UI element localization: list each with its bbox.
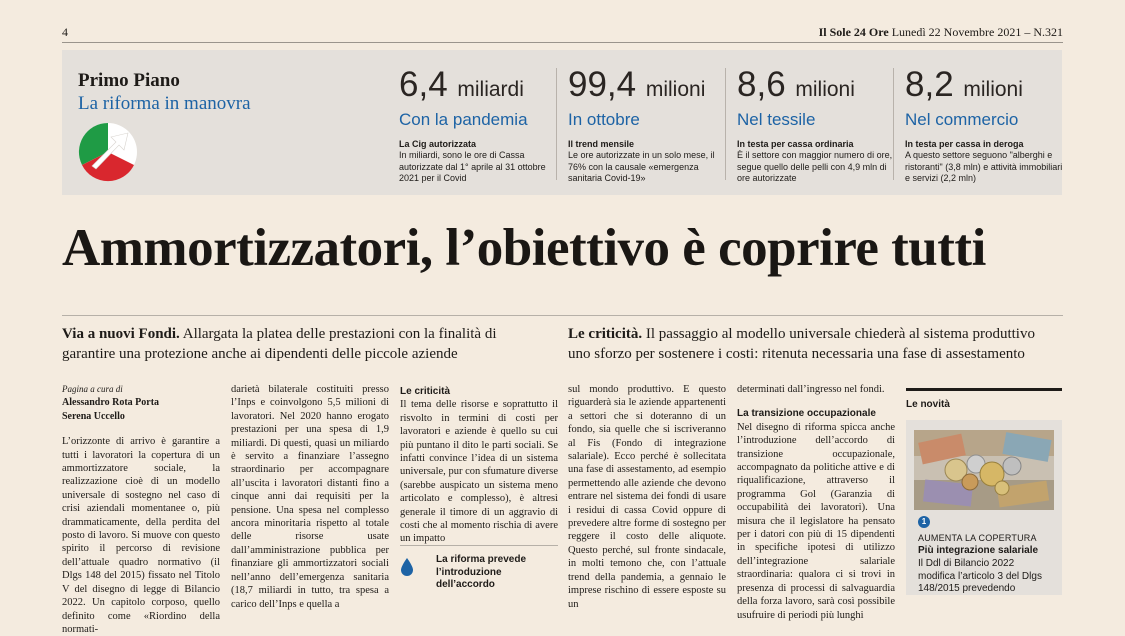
column-text: sul mondo produttivo. E questo riguarderà sia le aziende appartenenti a settori che si doteranno di un fondo, sia quelle che si iscriveranno al Fis (Fondo di integrazione salariale). Ecco perché è sollecitata una fase di assestamento, ad esempio permettendo alle aziende che devono entrare nel sistema dei fondi di usare i residui di cassa Covid oppure di prevedere altre forme di sostegno per reggere il costo delle aliquote. Questo perché, sul fronte sindacale, in molti temono che, con l’attuale trend della pandemia, a gennaio le imprese rischino di essere esposte su un	[568, 384, 726, 610]
stat-description: A questo settore seguono "alberghi e ristoranti" (3,8 mln) e attività immobiliari e servizi (2,2 mln)	[905, 150, 1063, 183]
stat-description: È il settore con maggior numero di ore, segue quello delle pelli con 4,9 mln di ore autorizzate	[737, 150, 893, 183]
column-text: Nel disegno di riforma spicca anche l’introduzione dell’accordo di transizione occupazionale, accompagnato da politiche attive e di riqualificazione, attraverso il programma Gol (Garanzia di occupabilità dei lavoratori). Una misura che il legislatore ha pensato per i datori con più di 15 dipendenti in specifiche ipotesi di utilizzo dell’integrazione salariale straordinaria: qualora ci si trovi in presenza di processi di salvaguardia della forza lavoro, sarà così possibile usufruire di periodi più lunghi	[737, 421, 895, 621]
deck-left: Via a nuovi Fondi. Allargata la platea delle prestazioni con la finalità di garantire una protezione anche ai dipendenti delle piccole aziende	[62, 326, 497, 362]
tease-text: La riforma prevede l’introduzione dell’accordo	[436, 554, 527, 590]
column-text: L’orizzonte di arrivo è garantire a tutti i lavoratori la copertura di un ammortizzatore sociale, la realizzazione cioè di un modello universale di sostegno nel caso di crisi aziendali momentanee o, più drammaticamente, della perdita del posto di lavoro. Si muove con questo spirito il percorso di revisione dell’attuale quadro normativo (il Dlgs 148 del 2015) fissato nel Titolo V del disegno di legge di Bilancio 2022. Un capitolo corposo, quello definito come «Riordino della normati-	[62, 436, 220, 635]
article-column-5	[737, 383, 895, 622]
divider	[725, 68, 726, 180]
stat-number: 8,6 milioni	[737, 65, 855, 104]
drop-quote-icon	[400, 557, 414, 577]
header-rule	[62, 42, 1063, 43]
tease-box	[400, 545, 558, 592]
stat-number: 8,2 milioni	[905, 65, 1023, 104]
stat-subtitle: In ottobre	[568, 110, 640, 129]
deck-right: Le criticità. Il passaggio al modello universale chiederà al sistema produttivo uno sforzo per sostenere i costi: ritenuta necessaria una fase di assestamento	[568, 326, 1035, 362]
stat-2	[568, 66, 728, 185]
column-text: Il tema delle risorse e soprattutto il risvolto in termini di costi per lavoratori e aziende è quello su cui più puntano il dito le parti sociali. Se infatti convince l’idea di un sistema universale, pur con sfumature diverse (sarebbe auspicato un sistema meno articolato e complesso), è altresì generale il timore di un aggravio di costi che al momento rischia di avere un impatto	[400, 399, 558, 545]
sidebar-panel	[906, 420, 1062, 595]
section-label: Primo Piano	[78, 70, 180, 91]
issue-date: Lunedì 22 Novembre 2021 – N.321	[891, 25, 1063, 39]
item-number-badge: 1	[918, 516, 930, 528]
page-header	[62, 22, 1063, 42]
headline: Ammortizzatori, l’obiettivo è coprire tutti	[62, 219, 986, 277]
masthead	[819, 25, 1063, 40]
stat-4	[905, 66, 1065, 185]
stat-1	[399, 66, 559, 185]
stat-number: 6,4 miliardi	[399, 65, 524, 104]
stat-label: La Cig autorizzata	[399, 139, 477, 149]
primo-piano-arrow-logo	[78, 122, 138, 182]
coins-banknotes-photo	[914, 430, 1054, 510]
sidebar-kicker: AUMENTA LA COPERTURA	[918, 533, 1037, 543]
article-column-4	[568, 383, 726, 611]
stat-label: Il trend mensile	[568, 139, 635, 149]
sidebar-item-head: Più integrazione salariale	[918, 545, 1039, 556]
column-subhead: La transizione occupazionale	[737, 408, 876, 420]
divider	[556, 68, 557, 180]
stat-description: In miliardi, sono le ore di Cassa autorizzate dal 1° aprile al 31 ottobre 2021 per il Covid	[399, 150, 546, 183]
sidebar-novita	[906, 388, 1062, 595]
stat-3	[737, 66, 897, 185]
byline-pre: Pagina a cura di	[62, 384, 123, 394]
divider	[893, 68, 894, 180]
stat-number: 99,4 milioni	[568, 65, 706, 104]
stat-subtitle: Nel tessile	[737, 110, 816, 129]
headline-rule	[62, 315, 1063, 316]
stat-label: In testa per cassa ordinaria	[737, 139, 854, 149]
byline-author: Alessandro Rota Porta	[62, 397, 160, 409]
brand-name: Il Sole 24 Ore	[818, 25, 889, 39]
column-text: determinati dall’ingresso nel fondi.	[737, 384, 885, 395]
subsection-label: La riforma in manovra	[78, 93, 251, 114]
stat-subtitle: Con la pandemia	[399, 110, 528, 129]
byline-author: Serena Uccello	[62, 410, 125, 422]
stat-subtitle: Nel commercio	[905, 110, 1019, 129]
sidebar-item-text: Il Ddl di Bilancio 2022 modifica l’articolo 3 del Dlgs 148/2015 prevedendo	[918, 558, 1042, 594]
stat-description: Le ore autorizzate in un solo mese, il 76% con la causale «emergenza sanitaria Covid-19»	[568, 150, 715, 183]
column-text: darietà bilaterale costituiti presso l’Inps e coinvolgono 5,5 milioni di lavoratori. Nel 2020 hanno erogato prestazioni per una spesa di 1,9 miliardi. Di questi, quasi un miliardo è servito a finanziare l’assegno straordinario per accompagnare all’uscita i lavoratori distanti fino a cinque anni dai requisiti per la pensione. Una spesa nel complesso ancora minoritaria rispetto al totale delle risorse usate dall’amministrazione pubblica per finanziare gli ammortizzatori sociali nell’anno dell’emergenza sanitaria (18,7 miliardi in tutto, tra spesa a carico dell’Inps e quella a	[231, 384, 389, 610]
page-number: 4	[62, 25, 68, 39]
primo-piano-box	[62, 50, 1062, 195]
article-column-3	[400, 383, 558, 546]
stat-label: In testa per cassa in deroga	[905, 139, 1024, 149]
article-column-2	[231, 383, 389, 611]
article-column-1	[62, 383, 220, 636]
column-subhead: Le criticità	[400, 386, 451, 397]
sidebar-title: Le novità	[906, 399, 950, 410]
